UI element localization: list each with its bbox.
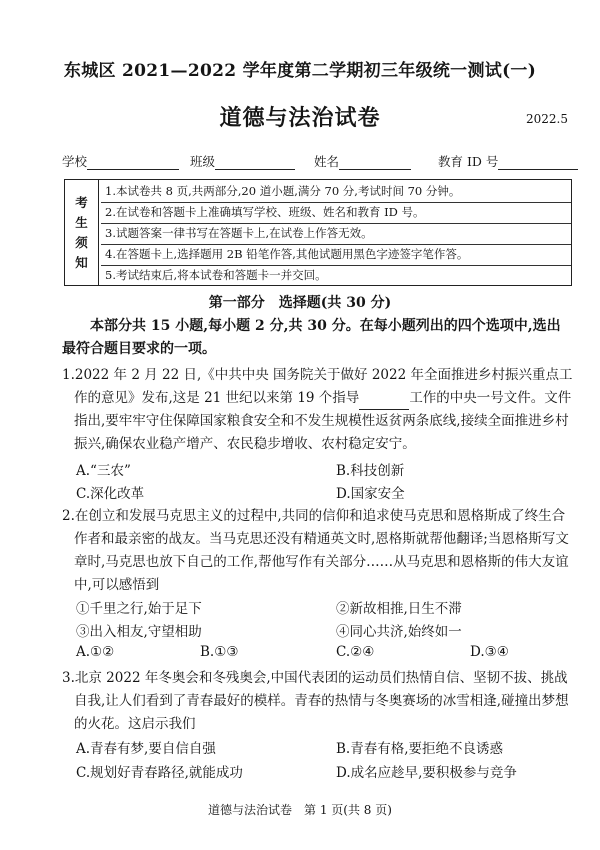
question-1-blank xyxy=(359,395,409,410)
question-2-statement-3: ③出入相友,守望相助 xyxy=(76,624,202,640)
question-1-stem-part2: 工作的中央一号文件。文件指出,要牢牢守住保障国家粮食安全和不发生规模性返贫两条底线,接续全面推进乡村振兴,确保农业稳产增产、农民稳步增收、农村稳定安宁。 xyxy=(74,390,572,452)
notice-label-char: 须 xyxy=(75,234,88,250)
school-field[interactable] xyxy=(62,152,179,170)
notice-item: 1.本试卷共 8 页,共两部分,20 道小题,满分 70 分,考试时间 70 分钟。 xyxy=(105,184,461,198)
notice-item: 2.在试卷和答题卡上准确填写学校、班级、姓名和教育 ID 号。 xyxy=(105,205,425,219)
question-2-option-d[interactable]: D.③④ xyxy=(470,644,509,660)
question-1-option-b[interactable]: B.科技创新 xyxy=(336,463,405,479)
name-blank[interactable] xyxy=(339,155,411,170)
notice-item: 5.考试结束后,将本试卷和答题卡一并交回。 xyxy=(105,268,327,282)
school-label: 学校 xyxy=(62,154,88,169)
notice-divider xyxy=(101,202,571,203)
notice-items xyxy=(101,180,571,285)
question-3-option-c[interactable]: C.规划好青春路径,就能成功 xyxy=(76,765,243,781)
id-label: 教育 ID 号 xyxy=(438,154,499,169)
question-1-stem xyxy=(62,364,576,456)
question-2-option-b[interactable]: B.①③ xyxy=(200,644,239,660)
question-2-statement-2: ②新故相推,日生不滞 xyxy=(336,601,462,617)
class-blank[interactable] xyxy=(215,155,295,170)
question-2-statement-4: ④同心共济,始终如一 xyxy=(336,624,462,640)
part-instructions: 本部分共 15 小题,每小题 2 分,共 30 分。在每小题列出的四个选项中,选出最符合题目要求的一项。 xyxy=(62,318,561,357)
notice-box xyxy=(64,179,572,286)
notice-divider xyxy=(101,265,571,266)
school-blank[interactable] xyxy=(87,155,179,170)
class-field[interactable] xyxy=(190,152,295,170)
id-blank[interactable] xyxy=(498,155,578,170)
notice-item: 3.试题答案一律书写在答题卡上,在试卷上作答无效。 xyxy=(105,226,373,240)
part-heading: 第一部分 选择题(共 30 分) xyxy=(208,295,392,311)
notice-divider xyxy=(101,223,571,224)
question-3-option-a[interactable]: A.青春有梦,要自信自强 xyxy=(76,741,216,757)
question-1-option-c[interactable]: C.深化改革 xyxy=(76,486,145,502)
question-2-stem: 2.在创立和发展马克思主义的过程中,共同的信仰和追求使马克思和恩格斯成了终生合作者和最亲密的战友。当马克思还没有精通英文时,恩格斯就帮他翻译;当恩格斯写文章时,马克思也放下自己的工作,帮他写作有关部分……从马克思和恩格斯的伟大友谊中,可以感悟到 xyxy=(62,508,569,593)
question-1-option-d[interactable]: D.国家安全 xyxy=(336,486,405,502)
notice-label-char: 知 xyxy=(75,254,88,270)
exam-title: 东城区 2021—2022 学年度第二学期初三年级统一测试(一) xyxy=(63,61,537,81)
class-label: 班级 xyxy=(190,154,216,169)
name-field[interactable] xyxy=(314,152,411,170)
question-3-option-d[interactable]: D.成名应趁早,要积极参与竞争 xyxy=(336,765,517,781)
question-2-statement-1: ①千里之行,始于足下 xyxy=(76,601,202,617)
question-2-option-a[interactable]: A.①② xyxy=(76,644,115,660)
question-1-option-a[interactable]: A.“三农” xyxy=(76,463,131,479)
notice-label-char: 生 xyxy=(75,214,88,230)
name-label: 姓名 xyxy=(314,154,340,169)
notice-item: 4.在答题卡上,选择题用 2B 铅笔作答,其他试题用黑色字迹签字笔作答。 xyxy=(105,247,469,261)
question-3-option-b[interactable]: B.青春有格,要拒绝不良诱惑 xyxy=(336,741,504,757)
notice-label-char: 考 xyxy=(75,194,88,210)
subject-title: 道德与法治试卷 xyxy=(219,105,381,131)
question-1-stem-part1: 1.2022 年 2 月 22 日,《中共中央 国务院关于做好 2022 年全面推进乡村振兴重点工作的意见》发布,这是 21 世纪以来第 19 个指导 xyxy=(62,367,573,406)
question-2-option-c[interactable]: C.②④ xyxy=(336,644,375,660)
question-3-stem: 3.北京 2022 年冬奥会和冬残奥会,中国代表团的运动员们热情自信、坚韧不拔、挑战自我,让人们看到了青春最好的模样。青春的热情与冬奥赛场的冰雪相逢,碰撞出梦想的火花。这启示我们 xyxy=(62,670,569,732)
id-field[interactable] xyxy=(438,152,578,170)
page-footer: 道德与法治试卷 第 1 页(共 8 页) xyxy=(208,803,392,817)
notice-label xyxy=(65,180,99,285)
notice-divider xyxy=(101,244,571,245)
exam-date: 2022.5 xyxy=(526,112,568,126)
